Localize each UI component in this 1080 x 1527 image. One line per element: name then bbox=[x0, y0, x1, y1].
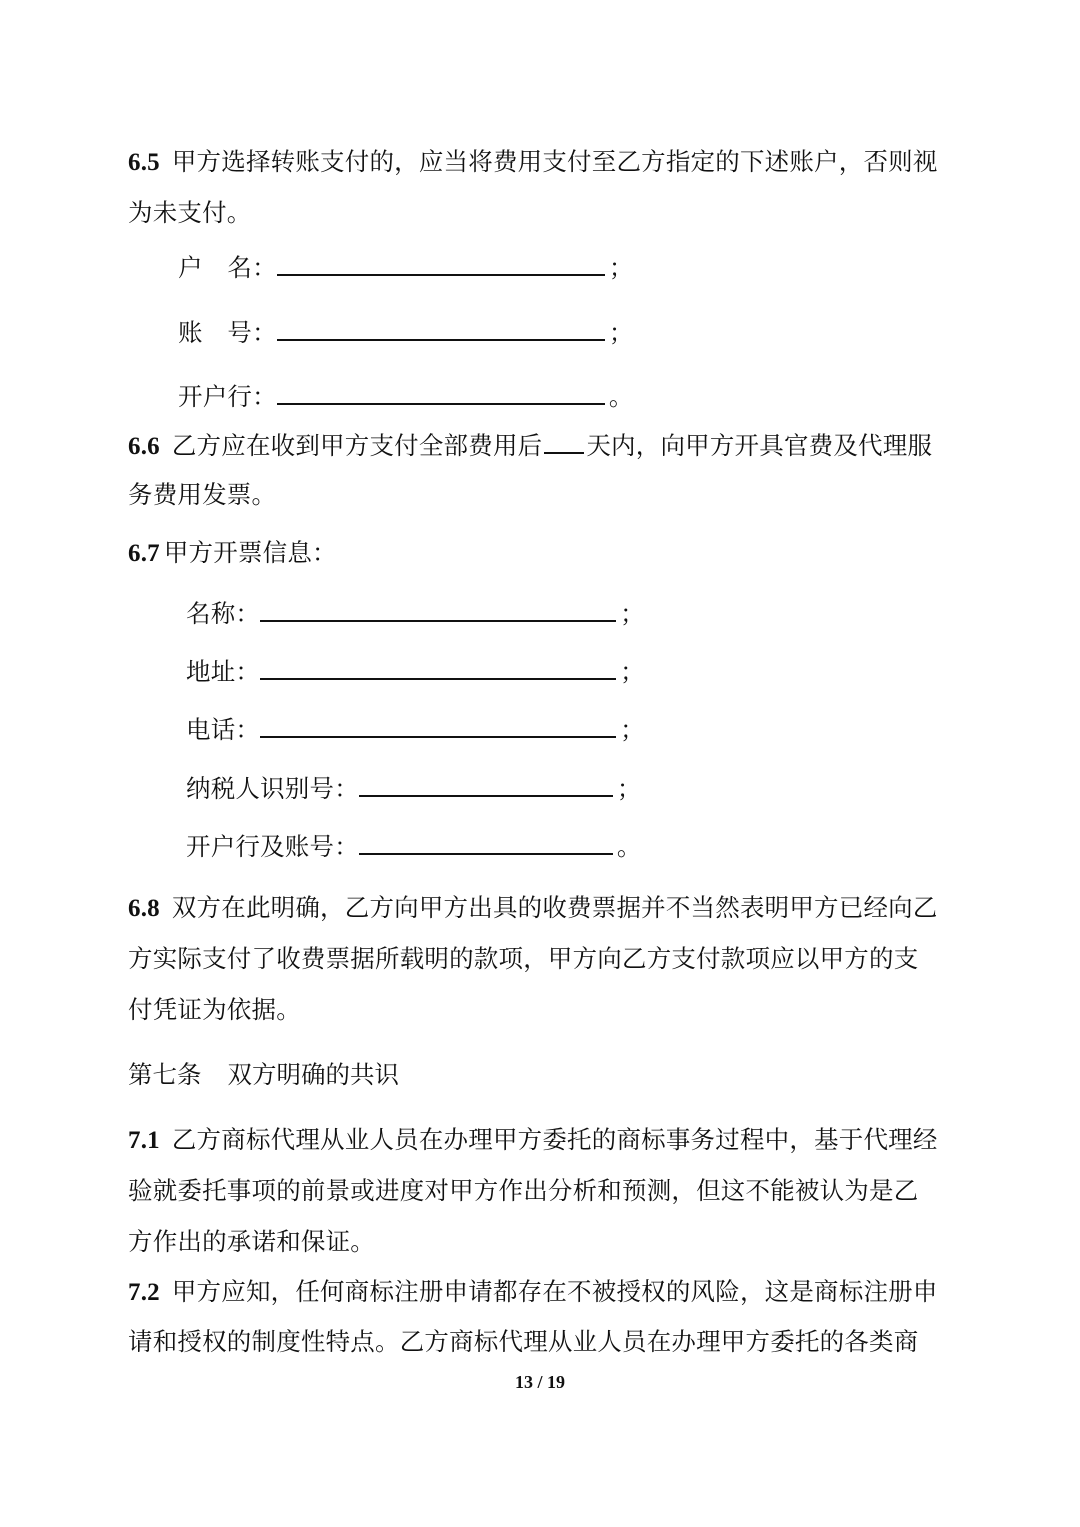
clause-text: 务费用发票。 bbox=[128, 480, 277, 509]
clause-6-7-title bbox=[128, 536, 958, 571]
clause-text: 方作出的承诺和保证。 bbox=[128, 1227, 375, 1256]
clause-text: 为未支付。 bbox=[128, 198, 252, 227]
field-punctuation: 。 bbox=[608, 382, 634, 411]
blank-line[interactable] bbox=[260, 594, 616, 622]
field-label: 开户行及账号： bbox=[186, 832, 359, 861]
field-punctuation: ； bbox=[616, 774, 642, 803]
form-field-account-number bbox=[178, 313, 634, 350]
clause-text: 甲方应知，任何商标注册申请都存在不被授权的风险，这是商标注册申 bbox=[171, 1277, 938, 1306]
form-field-name bbox=[186, 594, 645, 631]
clause-6-5-line-2 bbox=[128, 196, 958, 230]
field-label: 名称： bbox=[186, 599, 261, 628]
form-field-phone bbox=[186, 710, 645, 747]
blank-line[interactable] bbox=[277, 377, 605, 405]
form-field-bank bbox=[178, 377, 634, 414]
field-label: 地址： bbox=[186, 657, 261, 686]
clause-text: 乙方商标代理从业人员在办理甲方委托的商标事务过程中，基于代理经 bbox=[171, 1125, 938, 1154]
blank-line[interactable] bbox=[359, 769, 613, 797]
article-number: 第七条 bbox=[128, 1060, 202, 1089]
clause-6-6-line-2 bbox=[128, 478, 958, 512]
clause-text: 验就委托事项的前景或进度对甲方作出分析和预测，但这不能被认为是乙 bbox=[128, 1176, 919, 1205]
clause-number: 7.1 bbox=[128, 1127, 160, 1154]
field-punctuation: ； bbox=[620, 599, 645, 628]
clause-number: 6.7 bbox=[128, 540, 160, 567]
clause-text: 乙方应在收到甲方支付全部费用后 bbox=[171, 431, 543, 460]
blank-line[interactable] bbox=[260, 710, 616, 738]
clause-7-1-line-3 bbox=[128, 1225, 958, 1259]
clause-number: 6.5 bbox=[128, 149, 160, 176]
clause-text: 方实际支付了收费票据所载明的款项，甲方向乙方支付款项应以甲方的支 bbox=[128, 944, 919, 973]
clause-text: 请和授权的制度性特点。乙方商标代理从业人员在办理甲方委托的各类商 bbox=[128, 1327, 919, 1356]
article-title: 双方明确的共识 bbox=[227, 1060, 399, 1089]
blank-line[interactable] bbox=[359, 827, 613, 855]
field-label: 开户行： bbox=[178, 382, 277, 411]
field-punctuation: ； bbox=[608, 253, 634, 282]
clause-6-8-line-3 bbox=[128, 993, 958, 1027]
clause-6-5-line-1 bbox=[128, 145, 958, 180]
form-field-address bbox=[186, 652, 645, 689]
field-punctuation: ； bbox=[620, 715, 645, 744]
clause-text: 甲方选择转账支付的，应当将费用支付至乙方指定的下述账户，否则视 bbox=[171, 147, 938, 176]
blank-line[interactable] bbox=[260, 652, 616, 680]
form-field-account-name bbox=[178, 248, 634, 285]
field-label: 纳税人识别号： bbox=[186, 774, 359, 803]
field-punctuation: 。 bbox=[616, 832, 642, 861]
page-number: 13 / 19 bbox=[514, 1372, 565, 1392]
clause-6-6-line-1 bbox=[128, 428, 958, 464]
form-field-tax-id bbox=[186, 769, 642, 806]
days-blank[interactable] bbox=[544, 428, 584, 454]
clause-7-2-line-1 bbox=[128, 1275, 958, 1310]
clause-text: 付凭证为依据。 bbox=[128, 995, 301, 1024]
clause-number: 6.6 bbox=[128, 433, 160, 460]
clause-text: 双方在此明确，乙方向甲方出具的收费票据并不当然表明甲方已经向乙 bbox=[171, 893, 938, 922]
article-heading bbox=[128, 1058, 399, 1092]
clause-number: 7.2 bbox=[128, 1279, 160, 1306]
blank-line[interactable] bbox=[277, 313, 605, 341]
clause-7-1-line-2 bbox=[128, 1174, 958, 1208]
clause-7-2-line-2 bbox=[128, 1325, 958, 1359]
field-punctuation: ； bbox=[620, 657, 645, 686]
blank-line[interactable] bbox=[277, 248, 605, 276]
clause-number: 6.8 bbox=[128, 895, 160, 922]
clause-7-1-line-1 bbox=[128, 1123, 958, 1158]
clause-text: 天内，向甲方开具官费及代理服 bbox=[586, 431, 933, 460]
field-label: 户 名： bbox=[178, 253, 277, 282]
clause-text: 甲方开票信息： bbox=[163, 538, 337, 567]
field-punctuation: ； bbox=[608, 318, 634, 347]
field-label: 电话： bbox=[186, 715, 261, 744]
field-label: 账 号： bbox=[178, 318, 277, 347]
clause-6-8-line-1 bbox=[128, 891, 958, 926]
clause-6-8-line-2 bbox=[128, 942, 958, 976]
form-field-bank-and-account bbox=[186, 827, 642, 864]
